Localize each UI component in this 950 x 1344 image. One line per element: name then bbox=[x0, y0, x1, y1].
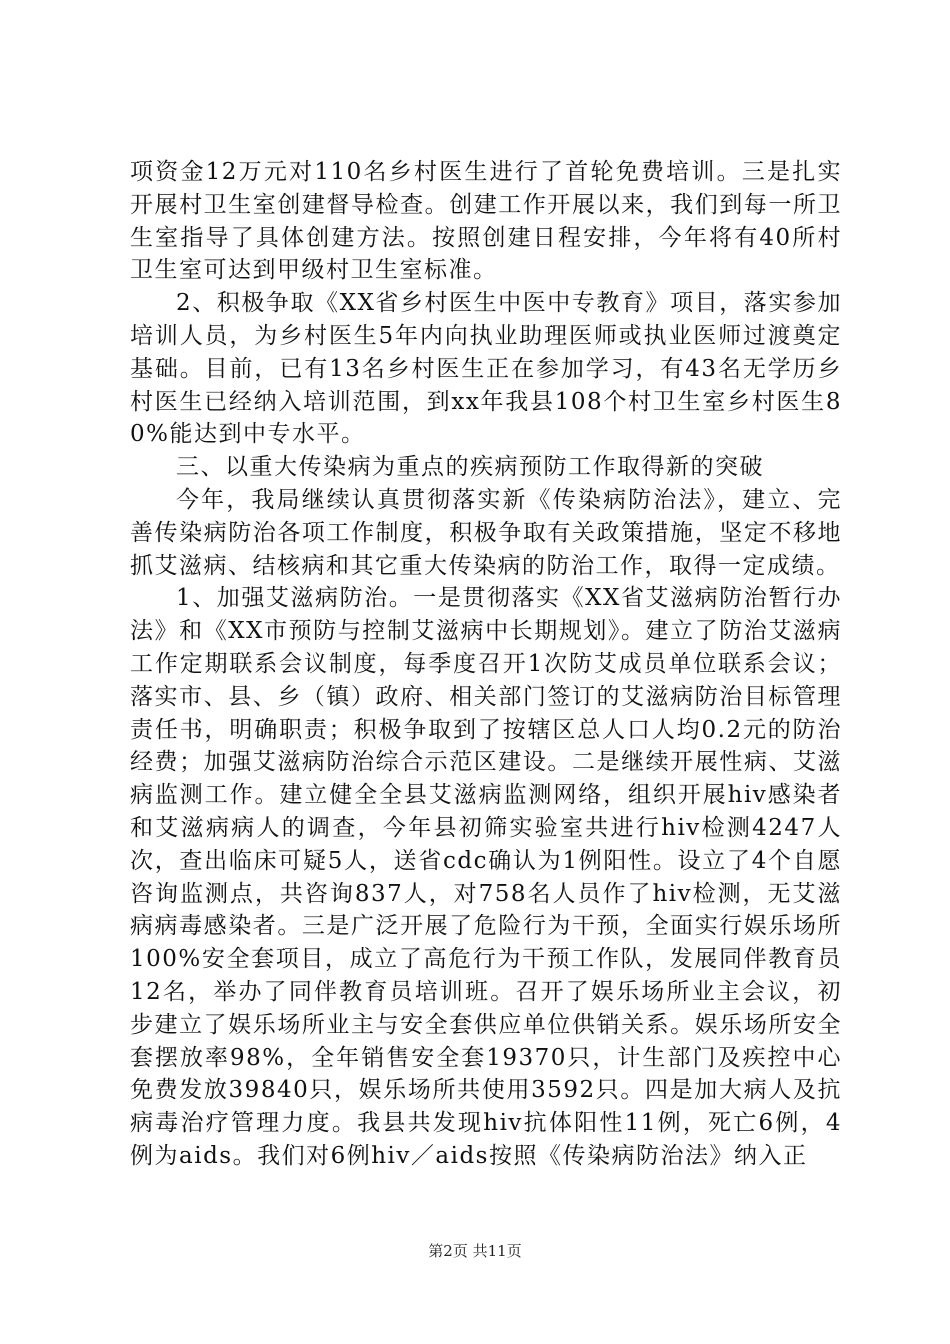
paragraph-continuation: 项资金12万元对110名乡村医生进行了首轮免费培训。三是扎实开展村卫生室创建督导检查。创建工作开展以来，我们到每一所卫生室指导了具体创建方法。按照创建日程安排，今年将有40所村卫生室可达到甲级村卫生室标准。 bbox=[130, 159, 842, 284]
document-body bbox=[130, 156, 842, 1173]
paragraph-rural-doctor-education: 2、积极争取《XX省乡村医生中医中专教育》项目，落实参加培训人员，为乡村医生5年内向执业助理医师或执业医师过渡奠定基础。目前，已有13名乡村医生正在参加学习，有43名无学历乡村医生已经纳入培训范围，到xx年我县108个村卫生室乡村医生80%能达到中专水平。 bbox=[130, 290, 842, 448]
paragraph-infectious-disease-law: 今年，我局继续认真贯彻落实新《传染病防治法》，建立、完善传染病防治各项工作制度，积极争取有关政策措施，坚定不移地抓艾滋病、结核病和其它重大传染病的防治工作，取得一定成绩。 bbox=[130, 486, 842, 579]
section-heading-disease-prevention: 三、以重大传染病为重点的疾病预防工作取得新的突破 bbox=[176, 454, 764, 481]
page-footer: 第2页 共11页 bbox=[428, 1242, 522, 1260]
paragraph-aids-prevention: 1、加强艾滋病防治。一是贯彻落实《XX省艾滋病防治暂行办法》和《XX市预防与控制艾滋病中长期规划》。建立了防治艾滋病工作定期联系会议制度，每季度召开1次防艾成员单位联系会议；落实市、县、乡（镇）政府、相关部门签订的艾滋病防治目标管理责任书，明确职责；积极争取到了按辖区总人口人均0.2元的防治经费；加强艾滋病防治综合示范区建设。二是继续开展性病、艾滋病监测工作。建立健全全县艾滋病监测网络，组织开展hiv感染者和艾滋病病人的调查，今年县初筛实验室共进行hiv检测4247人次，查出临床可疑5人，送省cdc确认为1例阳性。设立了4个自愿咨询监测点，共咨询837人，对758名人员作了hiv检测，无艾滋病病毒感染者。三是广泛开展了危险行为干预，全面实行娱乐场所100%安全套项目，成立了高危行为干预工作队，发展同伴教育员12名，举办了同伴教育员培训班。召开了娱乐场所业主会议，初步建立了娱乐场所业主与安全套供应单位供销关系。娱乐场所安全套摆放率98%，全年销售安全套19370只，计生部门及疾控中心免费发放39840只，娱乐场所共使用3592只。四是加大病人及抗病毒治疗管理力度。我县共发现hiv抗体阳性11例，死亡6例，4例为aids。我们对6例hiv／aids按照《传染病防治法》纳入正 bbox=[130, 585, 842, 1169]
